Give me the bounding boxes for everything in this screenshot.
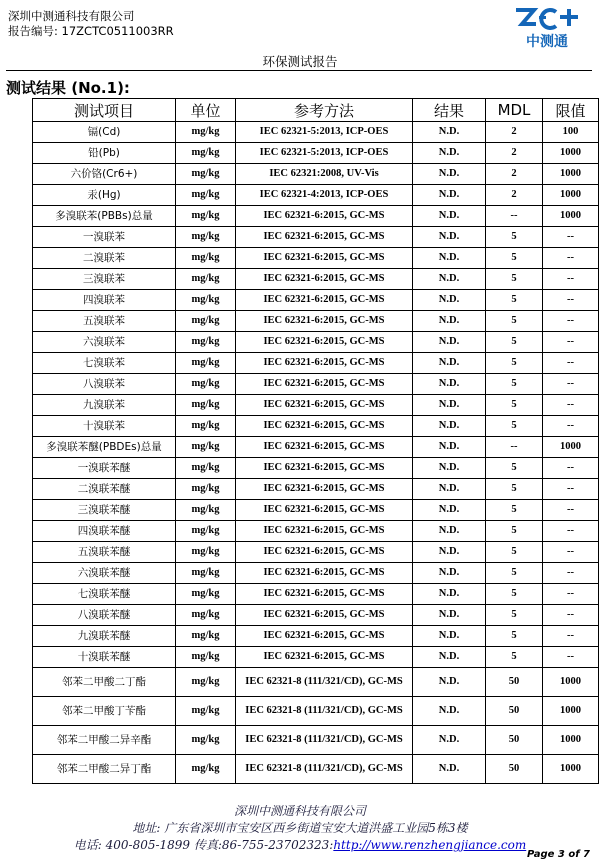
cell-item: 五溴联苯醚 [33, 542, 176, 563]
cell-method: IEC 62321:2008, UV-Vis [236, 164, 413, 185]
cell-limit: 100 [543, 122, 599, 143]
cell-result: N.D. [413, 458, 486, 479]
cell-method: IEC 62321-4:2013, ICP-OES [236, 185, 413, 206]
cell-item: 七溴联苯 [33, 353, 176, 374]
cell-unit: mg/kg [176, 563, 236, 584]
table-row [33, 395, 599, 416]
col-header-method: 参考方法 [236, 99, 413, 122]
cell-method: IEC 62321-6:2015, GC-MS [236, 248, 413, 269]
table-row [33, 269, 599, 290]
cell-result: N.D. [413, 668, 486, 697]
table-row [33, 479, 599, 500]
cell-method: IEC 62321-6:2015, GC-MS [236, 500, 413, 521]
cell-item: 二溴联苯 [33, 248, 176, 269]
cell-method: IEC 62321-6:2015, GC-MS [236, 290, 413, 311]
table-row [33, 332, 599, 353]
cell-mdl: 5 [486, 227, 543, 248]
cell-mdl: 2 [486, 185, 543, 206]
cell-unit: mg/kg [176, 755, 236, 784]
cell-result: N.D. [413, 479, 486, 500]
cell-unit: mg/kg [176, 605, 236, 626]
cell-mdl: 5 [486, 416, 543, 437]
col-header-result: 结果 [413, 99, 486, 122]
cell-mdl: 5 [486, 395, 543, 416]
table-row [33, 206, 599, 227]
cell-unit: mg/kg [176, 353, 236, 374]
cell-unit: mg/kg [176, 479, 236, 500]
cell-result: N.D. [413, 416, 486, 437]
cell-mdl: 5 [486, 290, 543, 311]
table-header-row [33, 99, 599, 122]
cell-item: 七溴联苯醚 [33, 584, 176, 605]
cell-limit: -- [543, 626, 599, 647]
cell-result: N.D. [413, 542, 486, 563]
cell-item: 邻苯二甲酸二异辛酯 [33, 726, 176, 755]
cell-result: N.D. [413, 143, 486, 164]
cell-method: IEC 62321-6:2015, GC-MS [236, 626, 413, 647]
cell-method: IEC 62321-6:2015, GC-MS [236, 584, 413, 605]
table-row [33, 584, 599, 605]
cell-method: IEC 62321-6:2015, GC-MS [236, 227, 413, 248]
cell-item: 邻苯二甲酸丁苄酯 [33, 697, 176, 726]
table-row [33, 143, 599, 164]
cell-unit: mg/kg [176, 395, 236, 416]
cell-item: 六溴联苯 [33, 332, 176, 353]
cell-limit: -- [543, 269, 599, 290]
cell-limit: -- [543, 605, 599, 626]
cell-limit: 1000 [543, 164, 599, 185]
table-row [33, 374, 599, 395]
cell-result: N.D. [413, 185, 486, 206]
cell-result: N.D. [413, 269, 486, 290]
document-title: 环保测试报告 [262, 54, 338, 69]
cell-result: N.D. [413, 374, 486, 395]
cell-method: IEC 62321-6:2015, GC-MS [236, 269, 413, 290]
cell-method: IEC 62321-6:2015, GC-MS [236, 437, 413, 458]
cell-unit: mg/kg [176, 668, 236, 697]
cell-unit: mg/kg [176, 726, 236, 755]
cell-method: IEC 62321-6:2015, GC-MS [236, 416, 413, 437]
table-row [33, 185, 599, 206]
cell-limit: 1000 [543, 755, 599, 784]
cell-unit: mg/kg [176, 437, 236, 458]
cell-limit: -- [543, 479, 599, 500]
table-row [33, 626, 599, 647]
cell-result: N.D. [413, 605, 486, 626]
cell-mdl: 5 [486, 500, 543, 521]
footer-company: 深圳中测通科技有限公司 [233, 804, 366, 818]
cell-mdl: 5 [486, 542, 543, 563]
cell-item: 四溴联苯醚 [33, 521, 176, 542]
cell-result: N.D. [413, 122, 486, 143]
cell-mdl: 50 [486, 755, 543, 784]
cell-result: N.D. [413, 500, 486, 521]
cell-method: IEC 62321-6:2015, GC-MS [236, 374, 413, 395]
cell-method: IEC 62321-6:2015, GC-MS [236, 395, 413, 416]
cell-unit: mg/kg [176, 542, 236, 563]
cell-result: N.D. [413, 647, 486, 668]
cell-mdl: 5 [486, 584, 543, 605]
table-row [33, 164, 599, 185]
cell-item: 铅(Pb) [33, 143, 176, 164]
cell-limit: -- [543, 395, 599, 416]
cell-limit: -- [543, 500, 599, 521]
cell-unit: mg/kg [176, 332, 236, 353]
cell-method: IEC 62321-6:2015, GC-MS [236, 521, 413, 542]
header-divider [6, 70, 592, 71]
cell-mdl: -- [486, 437, 543, 458]
table-row [33, 500, 599, 521]
cell-mdl: 2 [486, 143, 543, 164]
cell-limit: -- [543, 290, 599, 311]
cell-unit: mg/kg [176, 290, 236, 311]
table-row [33, 755, 599, 784]
cell-item: 多溴联苯醚(PBDEs)总量 [33, 437, 176, 458]
cell-limit: 1000 [543, 697, 599, 726]
cell-result: N.D. [413, 353, 486, 374]
table-row [33, 563, 599, 584]
cell-limit: -- [543, 353, 599, 374]
cell-method: IEC 62321-6:2015, GC-MS [236, 311, 413, 332]
page-number: Page 3 of 7 [527, 849, 590, 860]
table-row [33, 726, 599, 755]
footer-contact [0, 837, 600, 854]
cell-mdl: 5 [486, 248, 543, 269]
cell-limit: -- [543, 311, 599, 332]
cell-method: IEC 62321-6:2015, GC-MS [236, 563, 413, 584]
cell-mdl: 50 [486, 697, 543, 726]
cell-item: 十溴联苯 [33, 416, 176, 437]
footer-address: 地址: 广东省深圳市宝安区西乡街道宝安大道洪盛工业园5栋3楼 [132, 821, 468, 835]
cell-unit: mg/kg [176, 164, 236, 185]
cell-result: N.D. [413, 227, 486, 248]
cell-limit: -- [543, 521, 599, 542]
cell-item: 多溴联苯(PBBs)总量 [33, 206, 176, 227]
table-row [33, 227, 599, 248]
cell-item: 二溴联苯醚 [33, 479, 176, 500]
cell-result: N.D. [413, 563, 486, 584]
cell-mdl: 5 [486, 605, 543, 626]
cell-unit: mg/kg [176, 143, 236, 164]
cell-unit: mg/kg [176, 227, 236, 248]
cell-item: 八溴联苯 [33, 374, 176, 395]
cell-method: IEC 62321-6:2015, GC-MS [236, 353, 413, 374]
cell-result: N.D. [413, 437, 486, 458]
cell-mdl: -- [486, 206, 543, 227]
cell-limit: 1000 [543, 185, 599, 206]
cell-mdl: 5 [486, 563, 543, 584]
cell-method: IEC 62321-8 (111/321/CD), GC-MS [236, 668, 413, 697]
table-row [33, 122, 599, 143]
section-title: 测试结果 (No.1): [6, 79, 130, 97]
table-row [33, 668, 599, 697]
cell-item: 三溴联苯 [33, 269, 176, 290]
cell-mdl: 5 [486, 353, 543, 374]
cell-result: N.D. [413, 584, 486, 605]
cell-result: N.D. [413, 626, 486, 647]
cell-limit: -- [543, 647, 599, 668]
cell-item: 六溴联苯醚 [33, 563, 176, 584]
website-link[interactable]: http://www.renzhengjiance.com [333, 838, 527, 852]
cell-limit: -- [543, 542, 599, 563]
company-logo [512, 6, 582, 52]
cell-item: 一溴联苯醚 [33, 458, 176, 479]
cell-limit: 1000 [543, 143, 599, 164]
table-row [33, 605, 599, 626]
cell-item: 四溴联苯 [33, 290, 176, 311]
col-header-mdl: MDL [486, 99, 543, 122]
cell-method: IEC 62321-6:2015, GC-MS [236, 332, 413, 353]
cell-result: N.D. [413, 726, 486, 755]
col-header-unit: 单位 [176, 99, 236, 122]
cell-unit: mg/kg [176, 697, 236, 726]
cell-result: N.D. [413, 755, 486, 784]
cell-mdl: 5 [486, 311, 543, 332]
cell-result: N.D. [413, 395, 486, 416]
cell-unit: mg/kg [176, 248, 236, 269]
cell-unit: mg/kg [176, 584, 236, 605]
cell-result: N.D. [413, 521, 486, 542]
table-row [33, 437, 599, 458]
cell-limit: 1000 [543, 206, 599, 227]
cell-unit: mg/kg [176, 185, 236, 206]
col-header-item: 测试项目 [33, 99, 176, 122]
cell-unit: mg/kg [176, 626, 236, 647]
cell-result: N.D. [413, 164, 486, 185]
cell-method: IEC 62321-6:2015, GC-MS [236, 206, 413, 227]
cell-mdl: 2 [486, 122, 543, 143]
cell-item: 邻苯二甲酸二异丁酯 [33, 755, 176, 784]
logo-text: 中测通 [526, 34, 568, 50]
cell-mdl: 5 [486, 647, 543, 668]
table-row [33, 521, 599, 542]
cell-item: 九溴联苯醚 [33, 626, 176, 647]
cell-result: N.D. [413, 332, 486, 353]
table-row [33, 647, 599, 668]
cell-result: N.D. [413, 206, 486, 227]
cell-unit: mg/kg [176, 206, 236, 227]
cell-result: N.D. [413, 248, 486, 269]
table-row [33, 542, 599, 563]
table-row [33, 353, 599, 374]
cell-item: 镉(Cd) [33, 122, 176, 143]
cell-mdl: 5 [486, 269, 543, 290]
cell-item: 十溴联苯醚 [33, 647, 176, 668]
cell-unit: mg/kg [176, 500, 236, 521]
results-table [32, 98, 599, 784]
cell-method: IEC 62321-5:2013, ICP-OES [236, 143, 413, 164]
cell-mdl: 5 [486, 374, 543, 395]
cell-mdl: 5 [486, 332, 543, 353]
table-row [33, 311, 599, 332]
cell-method: IEC 62321-6:2015, GC-MS [236, 542, 413, 563]
col-header-limit: 限值 [543, 99, 599, 122]
cell-result: N.D. [413, 290, 486, 311]
cell-unit: mg/kg [176, 521, 236, 542]
logo-mark-icon [516, 9, 578, 28]
cell-mdl: 5 [486, 626, 543, 647]
cell-method: IEC 62321-8 (111/321/CD), GC-MS [236, 726, 413, 755]
cell-limit: -- [543, 374, 599, 395]
cell-unit: mg/kg [176, 311, 236, 332]
cell-method: IEC 62321-6:2015, GC-MS [236, 605, 413, 626]
cell-limit: -- [543, 248, 599, 269]
table-row [33, 458, 599, 479]
table-row [33, 248, 599, 269]
cell-limit: 1000 [543, 668, 599, 697]
cell-item: 汞(Hg) [33, 185, 176, 206]
cell-limit: 1000 [543, 726, 599, 755]
table-row [33, 416, 599, 437]
cell-item: 六价铬(Cr6+) [33, 164, 176, 185]
cell-mdl: 50 [486, 726, 543, 755]
cell-method: IEC 62321-6:2015, GC-MS [236, 458, 413, 479]
cell-limit: -- [543, 584, 599, 605]
cell-result: N.D. [413, 311, 486, 332]
cell-limit: -- [543, 332, 599, 353]
cell-result: N.D. [413, 697, 486, 726]
cell-method: IEC 62321-6:2015, GC-MS [236, 479, 413, 500]
cell-unit: mg/kg [176, 647, 236, 668]
cell-method: IEC 62321-8 (111/321/CD), GC-MS [236, 697, 413, 726]
cell-unit: mg/kg [176, 458, 236, 479]
cell-limit: -- [543, 227, 599, 248]
report-number: 报告编号: 17ZCTC0511003RR [8, 24, 174, 38]
cell-item: 邻苯二甲酸二丁酯 [33, 668, 176, 697]
cell-item: 九溴联苯 [33, 395, 176, 416]
cell-item: 五溴联苯 [33, 311, 176, 332]
cell-mdl: 5 [486, 458, 543, 479]
cell-limit: -- [543, 416, 599, 437]
cell-method: IEC 62321-5:2013, ICP-OES [236, 122, 413, 143]
cell-method: IEC 62321-6:2015, GC-MS [236, 647, 413, 668]
cell-unit: mg/kg [176, 416, 236, 437]
results-table-body [33, 122, 599, 784]
cell-item: 八溴联苯醚 [33, 605, 176, 626]
footer [0, 803, 600, 854]
cell-mdl: 5 [486, 521, 543, 542]
cell-mdl: 50 [486, 668, 543, 697]
cell-mdl: 5 [486, 479, 543, 500]
cell-unit: mg/kg [176, 269, 236, 290]
cell-unit: mg/kg [176, 122, 236, 143]
cell-item: 一溴联苯 [33, 227, 176, 248]
cell-mdl: 2 [486, 164, 543, 185]
table-row [33, 697, 599, 726]
cell-limit: 1000 [543, 437, 599, 458]
cell-unit: mg/kg [176, 374, 236, 395]
header-company-name: 深圳中测通科技有限公司 [8, 9, 135, 23]
cell-limit: -- [543, 563, 599, 584]
cell-method: IEC 62321-8 (111/321/CD), GC-MS [236, 755, 413, 784]
cell-limit: -- [543, 458, 599, 479]
cell-item: 三溴联苯醚 [33, 500, 176, 521]
footer-phone-fax: 电话: 400-805-1899 传真:86-755-23702323: [73, 838, 334, 852]
table-row [33, 290, 599, 311]
